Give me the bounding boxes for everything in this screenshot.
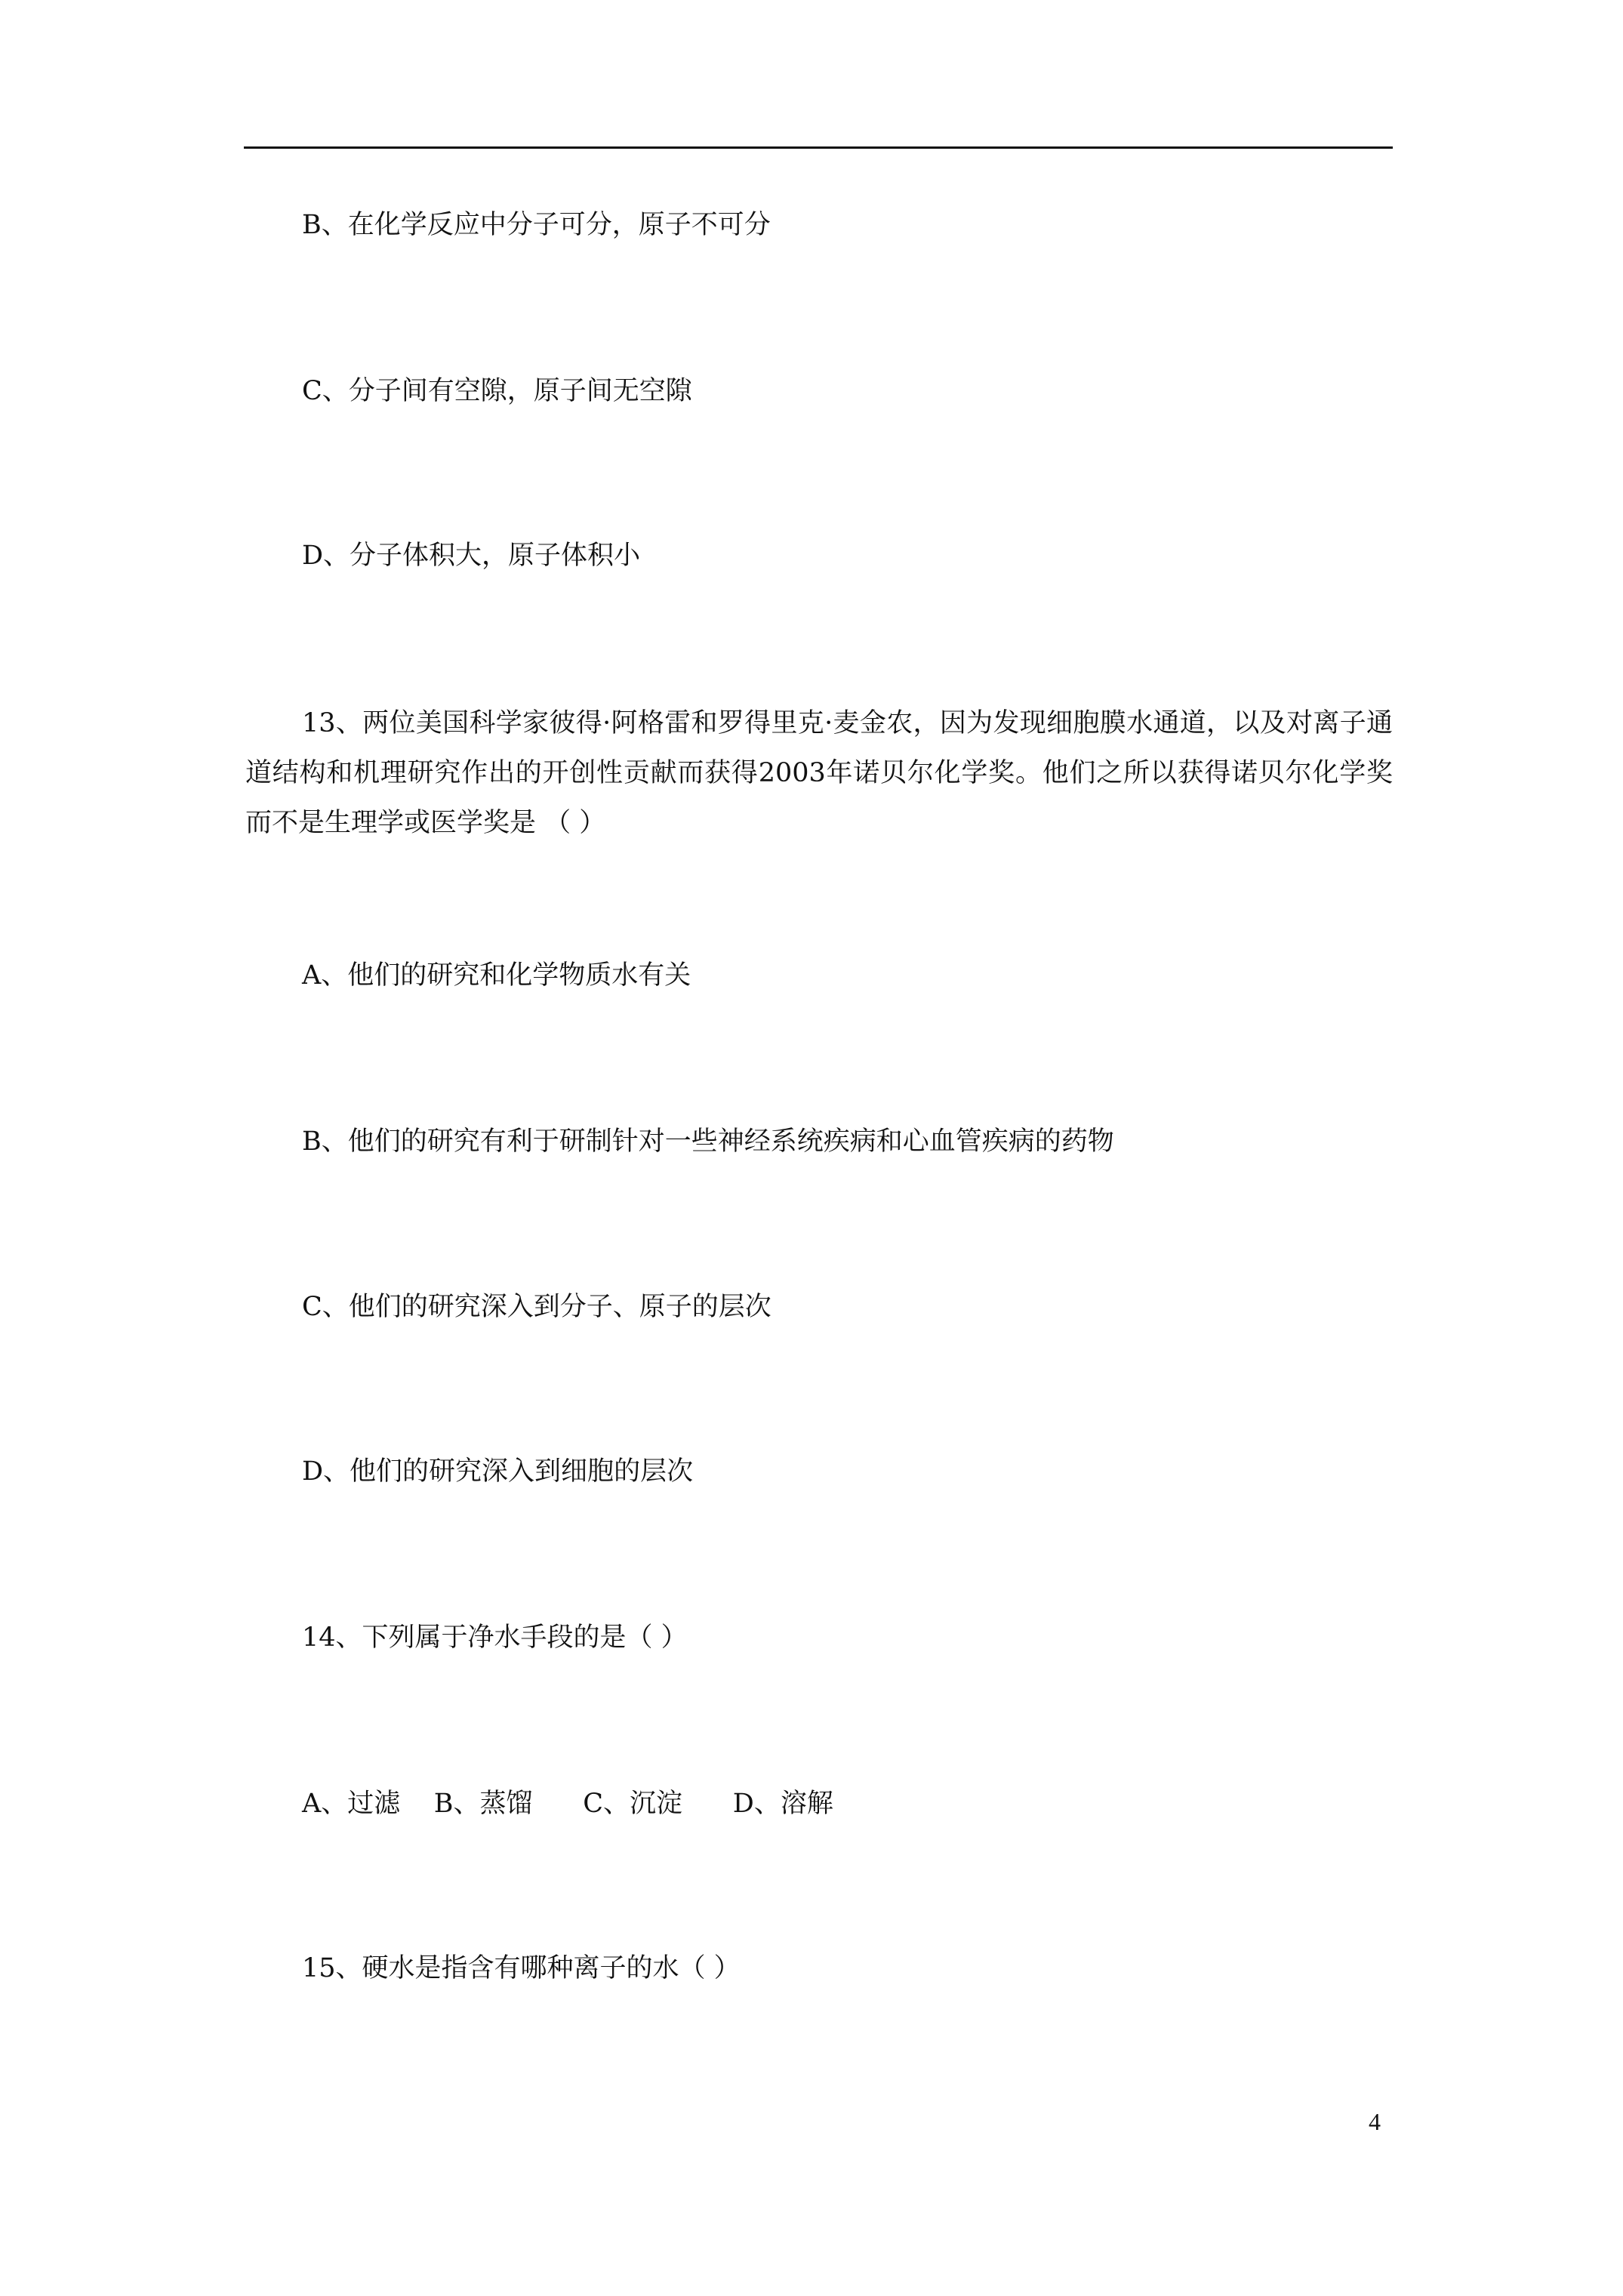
q13-option-a: A、他们的研究和化学物质水有关 bbox=[302, 960, 691, 991]
q13-option-c: C、他们的研究深入到分子、原子的层次 bbox=[302, 1292, 771, 1322]
q14-stem: 14、下列属于净水手段的是（ ） bbox=[302, 1623, 688, 1653]
page-number: 4 bbox=[1369, 2108, 1381, 2135]
q13-option-b: B、他们的研究有利于研制针对一些神经系统疾病和心血管疾病的药物 bbox=[302, 1126, 1114, 1157]
q14-options: A、过滤 B、蒸馏 C、沉淀 D、溶解 bbox=[302, 1789, 833, 1819]
q12-option-d: D、分子体积大，原子体积小 bbox=[302, 541, 641, 571]
q12-option-b: B、在化学反应中分子可分，原子不可分 bbox=[302, 210, 771, 240]
q13-stem: 13、两位美国科学家彼得·阿格雷和罗得里克·麦金农，因为发现细胞膜水通道，以及对离子通道结构和机理研究作出的开创性贡献而获得2003年诺贝尔化学奖。他们之所以获得诺贝尔化学奖而不是生理学或医学奖是 （ ） bbox=[245, 708, 1393, 838]
q13-option-d: D、他们的研究深入到细胞的层次 bbox=[302, 1456, 694, 1487]
header-rule bbox=[244, 146, 1393, 149]
q15-stem: 15、硬水是指含有哪种离子的水（ ） bbox=[302, 1953, 741, 1983]
q12-option-c: C、分子间有空隙，原子间无空隙 bbox=[302, 376, 692, 406]
